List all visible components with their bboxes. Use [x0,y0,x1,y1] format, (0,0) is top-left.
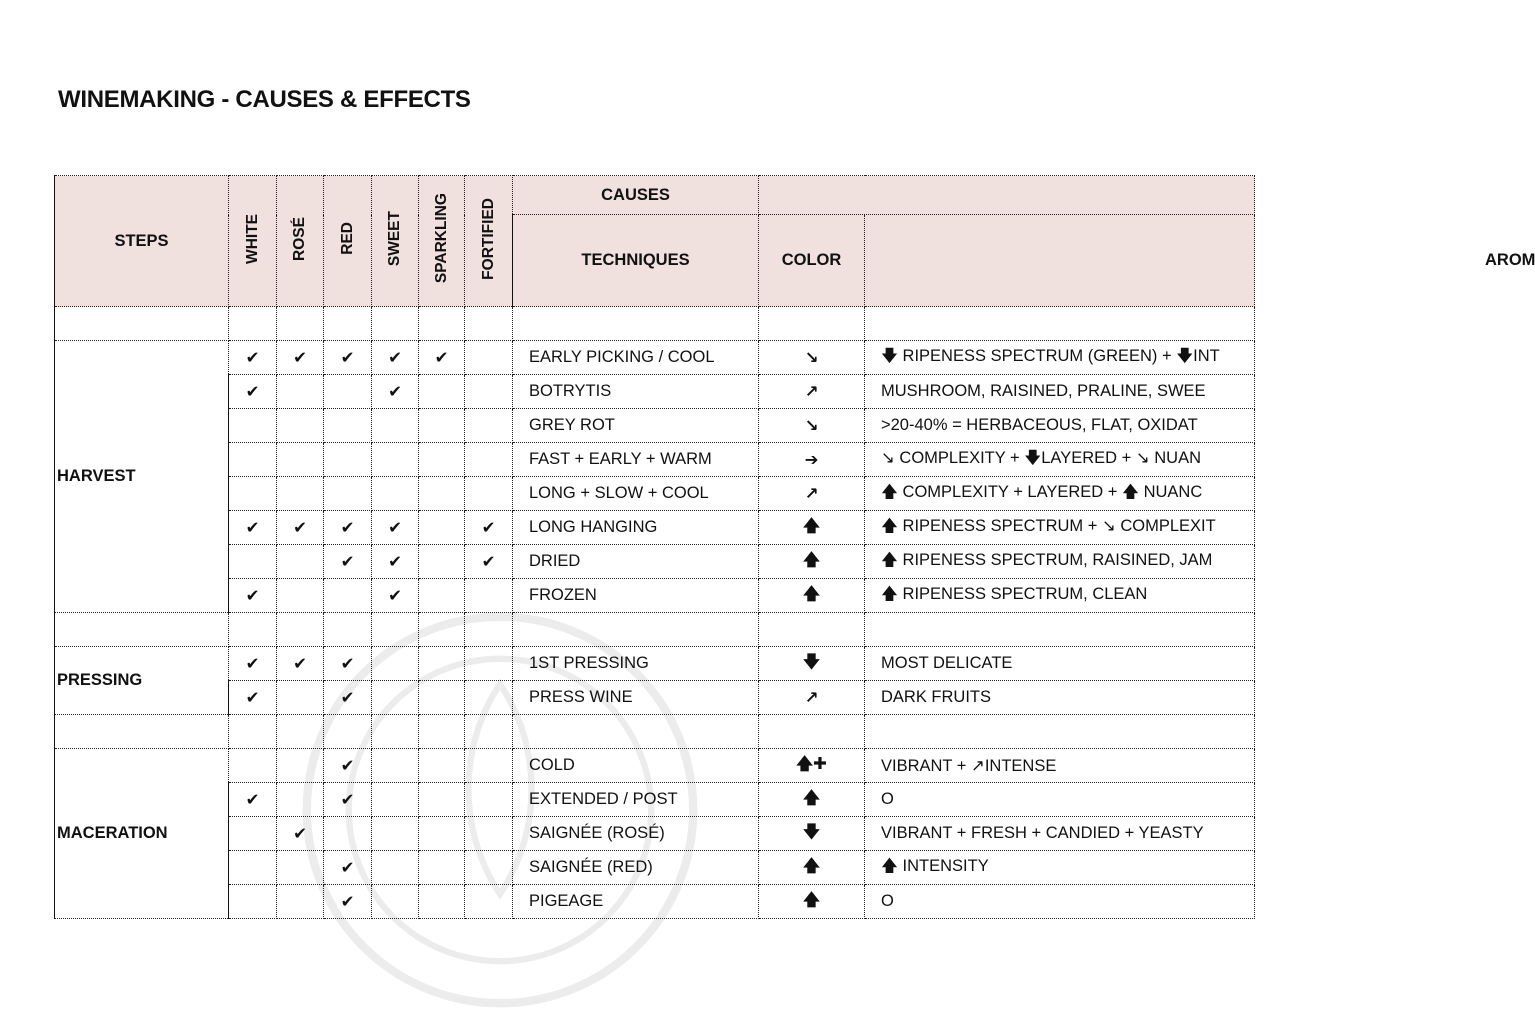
check-cell [419,885,465,919]
color-effect-cell: ➔ [759,443,865,477]
check-cell [465,511,513,545]
check-cell [324,851,372,885]
check-cell [372,851,419,885]
check-cell [465,749,513,783]
check-cell [419,579,465,613]
check-cell [229,375,277,409]
table-row [55,749,1255,783]
spacer-cell [324,613,372,647]
check-cell [419,783,465,817]
check-cell [372,341,419,375]
check-cell [324,681,372,715]
check-mark-icon: ✔ [340,654,355,673]
spacer-cell [324,307,372,341]
technique-cell: DRIED [513,545,759,579]
check-cell [277,375,324,409]
technique-cell: EARLY PICKING / COOL [513,341,759,375]
check-cell [465,375,513,409]
check-cell [419,545,465,579]
aroma-effect-cell: O [865,783,1255,817]
check-cell [324,443,372,477]
check-cell [324,749,372,783]
causes-effects-table [54,175,1535,919]
check-cell [277,545,324,579]
check-cell [324,511,372,545]
spacer-cell [55,715,229,749]
check-cell [324,477,372,511]
aroma-effect-cell: 🡅 COMPLEXITY + LAYERED + 🡅 NUANC [865,477,1255,511]
check-cell [277,647,324,681]
causes-effects-table-container [54,175,1535,919]
check-cell [372,749,419,783]
check-cell [277,443,324,477]
aroma-effect-cell: 🡅 RIPENESS SPECTRUM, RAISINED, JAM [865,545,1255,579]
check-cell [372,545,419,579]
check-cell [419,681,465,715]
spacer-cell [229,307,277,341]
aroma-effect-cell: MUSHROOM, RAISINED, PRALINE, SWEE [865,375,1255,409]
check-cell [229,511,277,545]
wine-type-header-sweet [372,176,419,307]
check-cell [229,817,277,851]
spacer-row [55,715,1255,749]
check-cell [229,341,277,375]
check-cell [324,545,372,579]
spacer-cell [865,715,1255,749]
check-cell [419,749,465,783]
technique-cell: SAIGNÉE (ROSÉ) [513,817,759,851]
aroma-effect-cell: >20-40% = HERBACEOUS, FLAT, OXIDAT [865,409,1255,443]
aroma-header [865,215,1535,307]
check-cell [465,545,513,579]
wine-type-header-fortified [465,176,513,307]
technique-cell: SAIGNÉE (RED) [513,851,759,885]
spacer-cell [419,307,465,341]
check-mark-icon: ✔ [481,518,496,537]
check-cell [324,783,372,817]
wine-type-header-red [324,176,372,307]
color-effect-cell: 🡅 [759,511,865,545]
check-cell [372,511,419,545]
color-effect-cell: 🡇 [759,647,865,681]
color-effect-cell: ↘ [759,409,865,443]
table-row [55,375,1255,409]
check-mark-icon: ✔ [388,552,402,571]
techniques-header: TECHNIQUES [513,215,759,307]
check-cell [465,409,513,443]
check-cell [465,647,513,681]
spacer-cell [465,613,513,647]
spacer-cell [324,715,372,749]
check-cell [324,579,372,613]
check-cell [277,681,324,715]
table-row [55,681,1255,715]
check-cell [465,681,513,715]
aroma-effect-cell: 🡇 RIPENESS SPECTRUM (GREEN) + 🡇INT [865,341,1255,375]
spacer-cell [372,715,419,749]
check-mark-icon: ✔ [481,552,496,571]
aroma-effect-cell: VIBRANT + ↗INTENSE [865,749,1255,783]
table-row [55,477,1255,511]
check-cell [229,545,277,579]
spacer-cell [465,307,513,341]
wine-type-label: RED [338,222,356,255]
check-mark-icon: ✔ [245,586,260,605]
check-cell [465,783,513,817]
check-cell [277,579,324,613]
aroma-effect-cell: VIBRANT + FRESH + CANDIED + YEASTY [865,817,1255,851]
check-mark-icon: ✔ [388,518,402,537]
check-cell [229,681,277,715]
color-effect-cell: 🡇 [759,817,865,851]
spacer-cell [513,715,759,749]
check-cell [229,749,277,783]
check-mark-icon: ✔ [388,382,402,401]
table-row [55,851,1255,885]
wine-type-header-white [229,176,277,307]
wine-type-header-sparkling [419,176,465,307]
check-cell [277,477,324,511]
check-cell [372,375,419,409]
check-mark-icon: ✔ [245,790,260,809]
spacer-cell [55,613,229,647]
aroma-effect-cell: MOST DELICATE [865,647,1255,681]
color-effect-cell: ↘ [759,341,865,375]
step-label: PRESSING [55,647,229,715]
check-cell [465,885,513,919]
color-effect-cell: 🡅 [759,783,865,817]
check-cell [465,341,513,375]
spacer-cell [865,307,1255,341]
check-cell [229,647,277,681]
color-effect-cell: 🡅✚ [759,749,865,783]
check-mark-icon: ✔ [293,348,307,367]
check-cell [277,409,324,443]
check-cell [324,375,372,409]
document-title: WINEMAKING - CAUSES & EFFECTS [58,86,471,113]
spacer-cell [277,613,324,647]
check-mark-icon: ✔ [434,348,449,367]
check-cell [324,647,372,681]
table-body [55,307,1255,919]
check-cell [372,409,419,443]
color-effect-cell: ↗ [759,477,865,511]
technique-cell: PIGEAGE [513,885,759,919]
spacer-cell [229,613,277,647]
check-mark-icon: ✔ [340,790,355,809]
check-mark-icon: ✔ [340,518,355,537]
check-mark-icon: ✔ [388,586,402,605]
aroma-effect-cell: 🡅 RIPENESS SPECTRUM + ↘ COMPLEXIT [865,511,1255,545]
spacer-cell [865,613,1255,647]
check-cell [372,681,419,715]
check-cell [419,375,465,409]
color-effect-cell: 🡅 [759,545,865,579]
wine-type-label: FORTIFIED [479,197,497,280]
check-mark-icon: ✔ [245,348,260,367]
check-cell [372,885,419,919]
step-label: HARVEST [55,341,229,613]
check-mark-icon: ✔ [388,348,402,367]
step-label: MACERATION [55,749,229,919]
technique-cell: LONG HANGING [513,511,759,545]
aroma-effect-cell: 🡅 RIPENESS SPECTRUM, CLEAN [865,579,1255,613]
color-header: COLOR [759,215,865,307]
check-cell [372,477,419,511]
check-cell [229,885,277,919]
effects-header-blank [759,176,1255,215]
spacer-cell [277,307,324,341]
check-cell [372,443,419,477]
technique-cell: GREY ROT [513,409,759,443]
aroma-header-label: AROM [1485,251,1535,269]
table-row [55,511,1255,545]
check-cell [419,511,465,545]
check-mark-icon: ✔ [340,892,355,911]
spacer-cell [55,307,229,341]
spacer-row [55,307,1255,341]
wine-type-header-rose [277,176,324,307]
color-effect-cell: 🡅 [759,885,865,919]
color-effect-cell: ↗ [759,681,865,715]
check-mark-icon: ✔ [245,518,260,537]
wine-type-label: WHITE [243,213,261,264]
table-row [55,341,1255,375]
check-cell [465,851,513,885]
check-cell [372,647,419,681]
spacer-cell [419,613,465,647]
technique-cell: LONG + SLOW + COOL [513,477,759,511]
check-cell [419,409,465,443]
check-cell [372,783,419,817]
spacer-cell [372,613,419,647]
aroma-effect-cell: O [865,885,1255,919]
check-cell [419,851,465,885]
table-row [55,443,1255,477]
spacer-cell [465,715,513,749]
check-cell [229,409,277,443]
steps-header: STEPS [55,176,229,307]
check-cell [419,341,465,375]
check-cell [419,817,465,851]
check-cell [465,443,513,477]
check-mark-icon: ✔ [340,858,355,877]
check-cell [465,579,513,613]
technique-cell: FROZEN [513,579,759,613]
check-cell [465,817,513,851]
check-cell [229,783,277,817]
check-mark-icon: ✔ [340,688,355,707]
spacer-cell [513,307,759,341]
check-cell [324,885,372,919]
check-cell [229,851,277,885]
check-cell [372,817,419,851]
wine-type-label: SWEET [386,210,404,267]
check-cell [465,477,513,511]
check-cell [229,443,277,477]
technique-cell: PRESS WINE [513,681,759,715]
table-row [55,817,1255,851]
wine-type-label: SPARKLING [432,193,450,284]
spacer-cell [229,715,277,749]
check-cell [372,579,419,613]
spacer-cell [513,613,759,647]
check-cell [277,749,324,783]
check-cell [419,443,465,477]
color-effect-cell: 🡅 [759,579,865,613]
aroma-effect-cell: ↘ COMPLEXITY + 🡇LAYERED + ↘ NUAN [865,443,1255,477]
spacer-cell [759,613,865,647]
table-row [55,579,1255,613]
check-cell [324,817,372,851]
technique-cell: BOTRYTIS [513,375,759,409]
causes-header: CAUSES [513,176,759,215]
aroma-effect-cell: 🡅 INTENSITY [865,851,1255,885]
wine-type-label: ROSÉ [291,216,309,261]
check-cell [277,511,324,545]
technique-cell: EXTENDED / POST [513,783,759,817]
spacer-cell [419,715,465,749]
header-row-1 [55,176,1255,215]
aroma-effect-cell: DARK FRUITS [865,681,1255,715]
check-mark-icon: ✔ [245,654,260,673]
check-cell [324,409,372,443]
color-effect-cell: ↗ [759,375,865,409]
check-cell [229,579,277,613]
check-mark-icon: ✔ [340,348,355,367]
technique-cell: COLD [513,749,759,783]
check-cell [277,341,324,375]
color-effect-cell: 🡅 [759,851,865,885]
check-mark-icon: ✔ [340,756,355,775]
check-mark-icon: ✔ [340,552,355,571]
table-row [55,647,1255,681]
table-row [55,783,1255,817]
table-row [55,409,1255,443]
check-cell [277,851,324,885]
check-mark-icon: ✔ [245,688,260,707]
check-mark-icon: ✔ [293,654,307,673]
table-row [55,885,1255,919]
table-row [55,545,1255,579]
spacer-cell [759,307,865,341]
check-cell [277,817,324,851]
check-cell [277,783,324,817]
check-cell [229,477,277,511]
spacer-cell [759,715,865,749]
check-cell [419,477,465,511]
spacer-cell [277,715,324,749]
check-cell [277,885,324,919]
check-cell [419,647,465,681]
check-mark-icon: ✔ [293,518,307,537]
check-mark-icon: ✔ [293,824,307,843]
technique-cell: FAST + EARLY + WARM [513,443,759,477]
technique-cell: 1ST PRESSING [513,647,759,681]
spacer-row [55,613,1255,647]
check-mark-icon: ✔ [245,382,260,401]
check-cell [324,341,372,375]
spacer-cell [372,307,419,341]
